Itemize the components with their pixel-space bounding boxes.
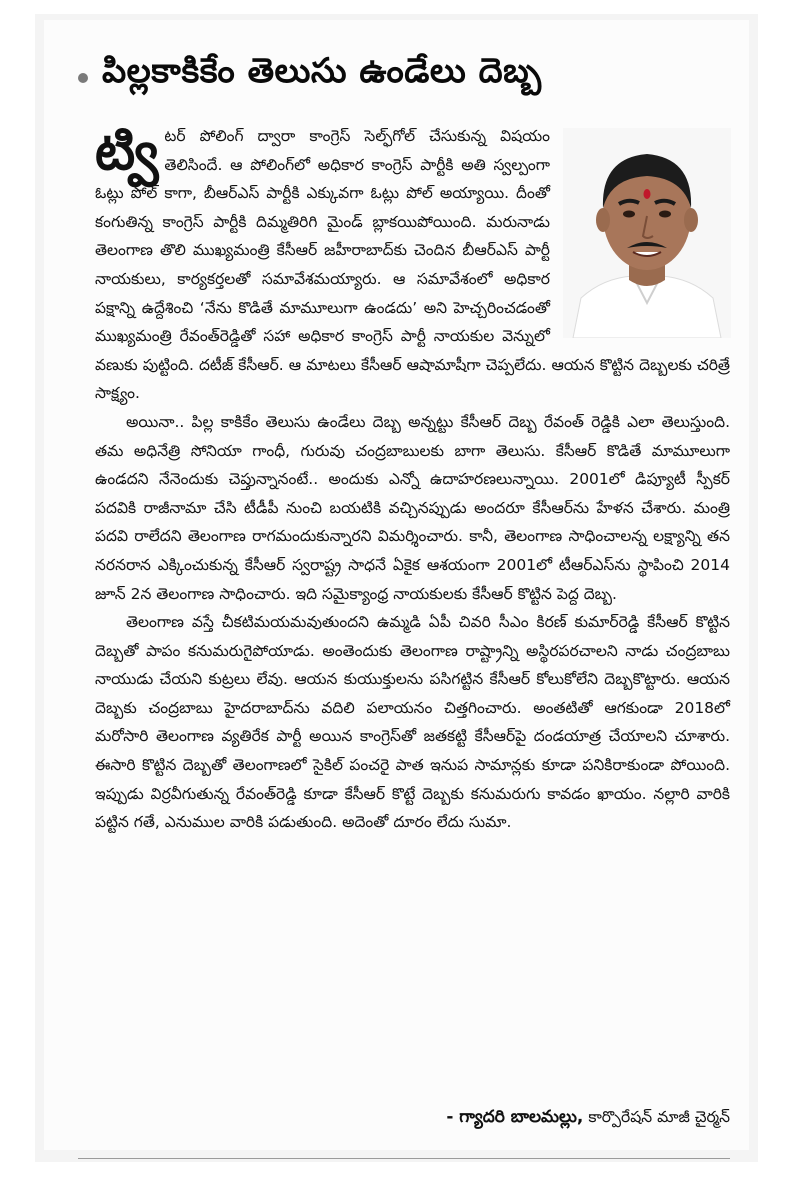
- author-role: కార్పొరేషన్ మాజీ చైర్మన్: [583, 1108, 730, 1126]
- article-body: [95, 122, 730, 837]
- bottom-divider: [78, 1158, 730, 1159]
- byline: [446, 1107, 730, 1131]
- drop-cap: ట్వి: [95, 122, 159, 182]
- paragraph-1-text: టర్ పోలింగ్ ద్వారా కాంగ్రెస్ సెల్ఫ్‌గోల్ చేసుకున్న విషయం తెలిసిందే. ఆ పోలింగ్‌లో అధికార కాంగ్రెస్ పార్టీకి అతి స్వల్పంగా ఓట్లు పోల్ కాగా, బీఆర్ఎస్ పార్టీకి ఎక్కువగా ఓట్లు పోల్ అయ్యాయి. దీంతో కంగుతిన్న కాంగ్రెస్ పార్టీకి దిమ్మతిరిగి మైండ్ బ్లాకయిపోయింది. మరునాడు తెలంగాణ తొలి ముఖ్యమంత్రి కేసీఆర్ జహీరాబాద్‌కు చెందిన బీఆర్ఎస్ పార్టీ నాయకులు, కార్యకర్తలతో సమావేశమయ్యారు. ఆ సమావేశంలో అధికార పక్షాన్ని ఉద్దేశించి ‘నేను కొడితే మామూలుగా ఉండదు’ అని హెచ్చరించడంతో ముఖ్యమంత్రి రేవంత్‌రెడ్డితో సహా అధికార కాంగ్రెస్ పార్టీ నాయకుల వెన్నులో వణుకు పుట్టింది. దటీజ్ కేసీఆర్. ఆ మాటలు కేసీఆర్ ఆషామాషీగా చెప్పలేదు. ఆయన కొట్టిన దెబ్బలకు చరిత్రే సాక్ష్యం.: [95, 127, 730, 403]
- headline: పిల్లకాకికేం తెలుసు ఉండేలు దెబ్బ: [102, 51, 542, 91]
- paragraph-2: అయినా.. పిల్ల కాకికేం తెలుసు ఉండేలు దెబ్బ అన్నట్టు కేసీఆర్ దెబ్బ రేవంత్ రెడ్డికి ఎలా తెలుస్తుంది. తమ అధినేత్రి సోనియా గాంధీ, గురువు చంద్రబాబులకు బాగా తెలుసు. కేసీఆర్ కొడితే మామూలుగా ఉండదని నేనెందుకు చెప్తున్నానంటే.. అందుకు ఎన్నో ఉదాహరణలున్నాయి. 2001లో డిప్యూటీ స్పీకర్ పదవికి రాజీనామా చేసి టీడీపీ నుంచి బయటికి వచ్చినప్పుడు అందరూ కేసీఆర్‌ను హేళన చేశారు. మంత్రి పదవి రాలేదని తెలంగాణ రాగమందుకున్నారని విమర్శించారు. కానీ, తెలంగాణ సాధించాలన్న లక్ష్యాన్ని తన నరనరాన ఎక్కించుకున్న కేసీఆర్ స్వరాష్ట్ర సాధనే ఏకైక ఆశయంగా 2001లో టీఆర్ఎస్‌ను స్థాపించి 2014 జూన్ 2న తెలంగాణ సాధించారు. ఇది సమైక్యాంధ్ర నాయకులకు కేసీఆర్ కొట్టిన పెద్ద దెబ్బ.: [95, 412, 730, 603]
- bullet-icon: [78, 73, 88, 83]
- headline-row: [78, 40, 542, 110]
- author-name: - గ్యాదరి బాలమల్లు,: [446, 1107, 584, 1127]
- paragraph-3: తెలంగాణ వస్తే చీకటిమయమవుతుందని ఉమ్మడి ఏపీ చివరి సీఎం కిరణ్ కుమార్‌రెడ్డి కేసీఆర్ కొట్టిన దెబ్బతో పాపం కనుమరుగైపోయాడు. అంతెందుకు తెలంగాణ రాష్ట్రాన్ని అస్థిరపరచాలని నాడు చంద్రబాబు నాయుడు చేయని కుట్రలు లేవు. ఆయన కుయుక్తులను పసిగట్టిన కేసీఆర్ కోలుకోలేని దెబ్బకొట్టారు. ఆయన దెబ్బకు చంద్రబాబు హైదరాబాద్‌ను వదిలి పలాయనం చిత్తగించారు. అంతటితో ఆగకుండా 2018లో మరోసారి తెలంగాణ వ్యతిరేక పార్టీ అయిన కాంగ్రెస్‌తో జతకట్టి కేసీఆర్‌పై దండయాత్ర చేయాలని చూశారు. ఈసారి కొట్టిన దెబ్బతో తెలంగాణలో సైకిల్ పంచరై పాత ఇనుప సామాన్లకు కూడా పనికిరాకుండా పోయింది. ఇప్పుడు విర్రవీగుతున్న రేవంత్‌రెడ్డి కూడా కేసీఆర్ కొట్టే దెబ్బకు కనుమరుగు కావడం ఖాయం. నల్లారి వారికి పట్టిన గతే, ఎనుముల వారికి పడుతుంది. అదెంతో దూరం లేదు సుమా.: [95, 613, 730, 832]
